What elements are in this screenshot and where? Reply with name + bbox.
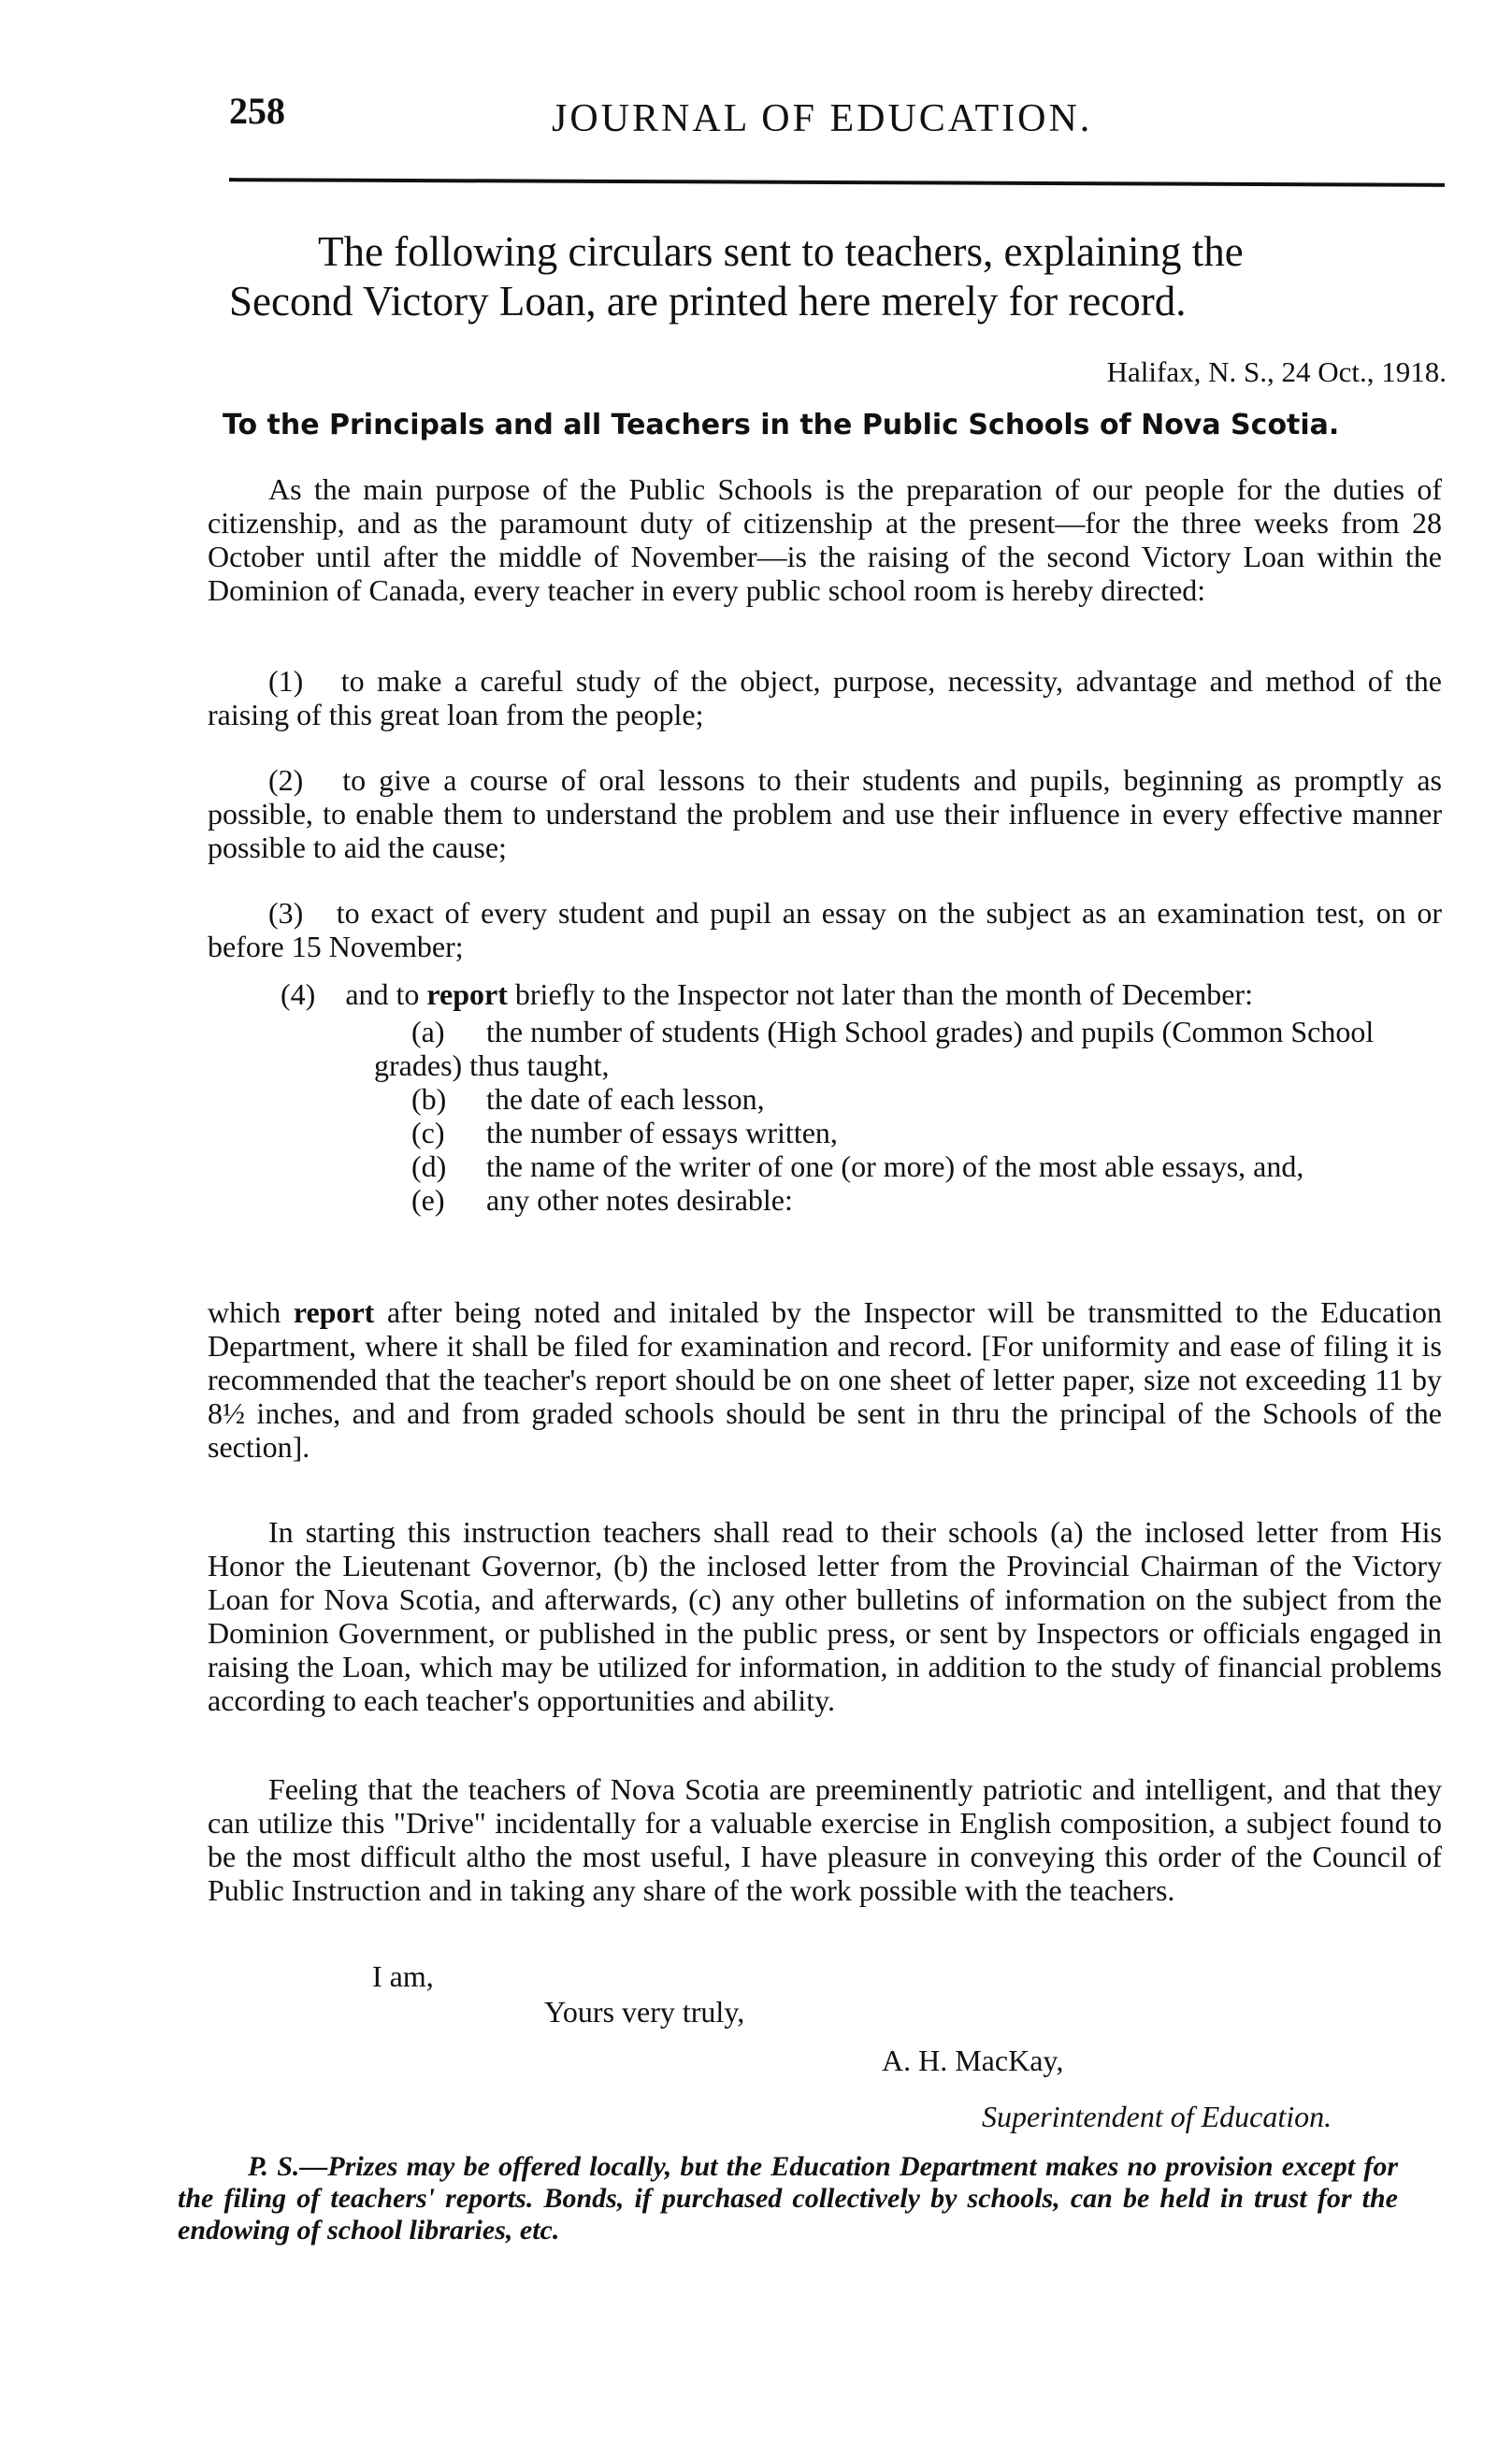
subitem-letter: (a) <box>411 1015 445 1048</box>
item-text: to give a course of oral lessons to their students and pupils, beginning as promptly as possible, to enable them to understand the problem and use their influence in every effective manner possible to aid the cause; <box>208 763 1443 864</box>
item-text-post: briefly to the Inspector not later than the month of December: <box>514 977 1253 1011</box>
journal-title: JOURNAL OF EDUCATION. <box>552 97 1093 140</box>
signer-name: A. H. MacKay, <box>882 2044 1064 2077</box>
page-header <box>229 89 1445 173</box>
item-text: to make a careful study of the object, purpose, necessity, advantage and method of the raising of this great loan from the people; <box>208 664 1443 731</box>
paragraph-purpose: As the main purpose of the Public Schools is the preparation of our people for the duties of citizenship, and as the paramount duty of citizenship at the present—for the three weeks from 28 October until after the middle of November—is the raising of the second Victory Loan within the Dominion of Canada, every teacher in every public school room is hereby directed: <box>208 472 1442 607</box>
header-rule <box>229 178 1445 187</box>
report-paragraph <box>208 1295 1442 1464</box>
report-pre: which <box>208 1295 281 1329</box>
item-text-bold: report <box>426 977 508 1011</box>
intro-line-2: Second Victory Loan, are printed here merely for record. <box>229 278 1187 325</box>
subitem-text: the number of essays written, <box>486 1116 838 1149</box>
feeling-paragraph <box>208 1772 1442 1907</box>
subitem-letter: (b) <box>411 1082 447 1116</box>
instruction-paragraph <box>208 1515 1442 1717</box>
salutation: To the Principals and all Teachers in the Public Schools of Nova Scotia. <box>223 409 1340 441</box>
signer-title: Superintendent of Education. <box>982 2100 1332 2133</box>
subitem-e <box>374 1183 1440 1217</box>
paragraph-feeling: Feeling that the teachers of Nova Scotia are preeminently patriotic and intelligent, and that they can utilize this "Drive" incidentally for a valuable exercise in English composition, a subject found to be the most difficult altho the most useful, I have pleasure in conveying this order of the Council of Public Instruction and in taking any share of the work possible with the teachers. <box>208 1772 1442 1907</box>
subitem-text: the name of the writer of one (or more) of the most able essays, and, <box>486 1149 1304 1183</box>
directive-item-2 <box>208 763 1442 864</box>
directive-item-1 <box>208 664 1442 731</box>
directive-items <box>208 664 1442 963</box>
item-text: to exact of every student and pupil an essay on the subject as an examination test, on or before 15 November; <box>208 896 1443 963</box>
item-number: (1) <box>268 664 304 698</box>
intro-note <box>229 227 1445 326</box>
item-4-heading <box>281 977 1440 1011</box>
subitem-letter: (d) <box>411 1149 447 1183</box>
item-number: (4) <box>281 977 316 1011</box>
report-bold: report <box>293 1295 375 1329</box>
opening-paragraph <box>208 472 1442 607</box>
subitem-text: any other notes desirable: <box>486 1183 793 1217</box>
subitem-d <box>374 1149 1440 1183</box>
closing-i-am: I am, <box>372 1959 434 1993</box>
subitem-text: the number of students (High School grades) and pupils (Common School grades) thus taught, <box>374 1015 1375 1082</box>
subitem-b <box>374 1082 1440 1116</box>
item-number: (3) <box>268 896 304 930</box>
dateline: Halifax, N. S., 24 Oct., 1918. <box>1106 355 1447 388</box>
subitem-letter: (e) <box>411 1183 445 1217</box>
item-number: (2) <box>268 763 304 797</box>
postscript: P. S.—Prizes may be offered locally, but the Education Department makes no provision except for the filing of teachers' reports. Bonds, if purchased collectively by schools, can be held in trust for the endowing of school libraries, etc. <box>178 2151 1398 2246</box>
directive-item-3 <box>208 896 1442 963</box>
paragraph-instruction: In starting this instruction teachers shall read to their schools (a) the inclosed letter from His Honor the Lieutenant Governor, (b) the inclosed letter from the Provincial Chairman of the Victory Loan for Nova Scotia, and afterwards, (c) any other bulletins of information on the subject from the Dominion Government, or published in the public press, or sent by Inspectors or officials engaged in raising the Loan, which may be utilized for information, in addition to the study of financial problems according to each teacher's opportunities and ability. <box>208 1515 1442 1717</box>
subitem-letter: (c) <box>411 1116 445 1149</box>
directive-item-4 <box>281 977 1440 1217</box>
paragraph-report <box>208 1295 1442 1464</box>
intro-line-1: The following circulars sent to teachers, explaining the <box>318 228 1244 275</box>
subitem-c <box>374 1116 1440 1149</box>
item-text-pre: and to <box>345 977 420 1011</box>
closing-yours: Yours very truly, <box>544 1995 745 2029</box>
report-post: after being noted and initaled by the Inspector will be transmitted to the Education Department, where it shall be filed for examination and record. [For uniformity and ease of filing it is recommended that the teacher's report should be on one sheet of letter paper, size not exceeding 11 by 8½ inches, and and from graded schools should be sent in thru the principal of the Schools of the section]. <box>208 1295 1443 1464</box>
subitem-a <box>374 1015 1440 1082</box>
page-number: 258 <box>229 90 285 132</box>
subitem-text: the date of each lesson, <box>486 1082 765 1116</box>
report-subitems <box>374 1015 1440 1217</box>
